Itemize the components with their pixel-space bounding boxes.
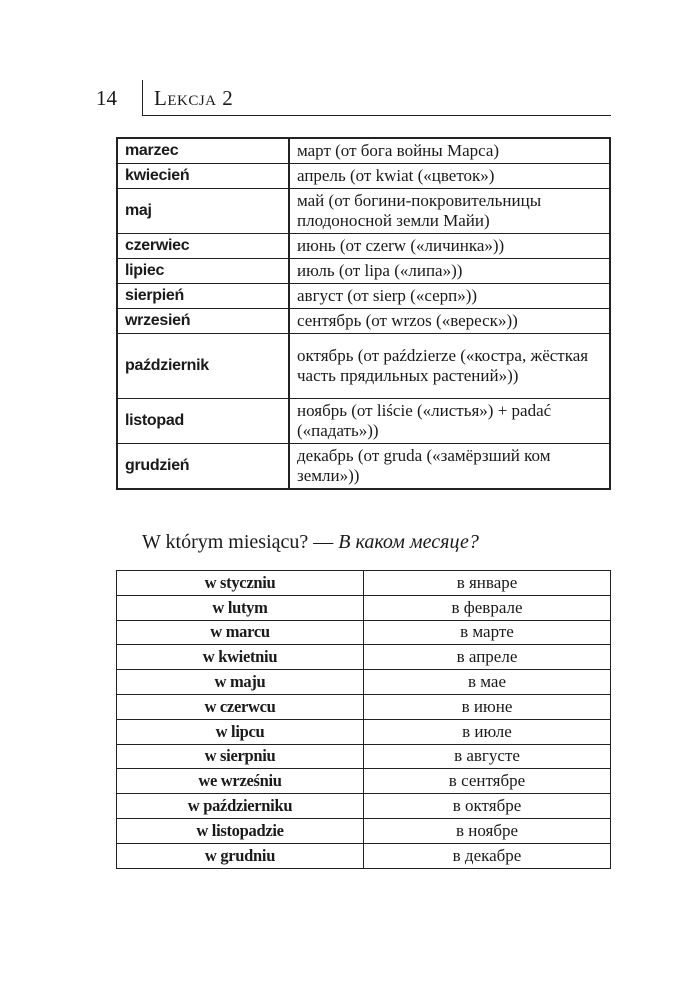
table-row [117, 670, 611, 695]
months-table [116, 137, 611, 490]
table-row [117, 259, 610, 284]
month-russian-cell: июнь (от czerw («личинка»)) [289, 234, 610, 259]
in-month-russian-cell: в июне [364, 694, 611, 719]
month-russian-cell: август (от sierp («серп»)) [289, 284, 610, 309]
table-row [117, 620, 611, 645]
header-rule [142, 115, 611, 116]
table-row [117, 164, 610, 189]
month-polish-cell: listopad [117, 399, 289, 444]
table-row [117, 189, 610, 234]
month-polish-cell: kwiecień [117, 164, 289, 189]
month-russian-cell: март (от бога войны Марса) [289, 138, 610, 164]
table-row [117, 399, 610, 444]
in-month-russian-cell: в июле [364, 719, 611, 744]
in-month-polish-cell: w maju [117, 670, 364, 695]
month-polish-cell: sierpień [117, 284, 289, 309]
month-polish-cell: wrzesień [117, 309, 289, 334]
month-polish-cell: czerwiec [117, 234, 289, 259]
table-row [117, 719, 611, 744]
question-heading [142, 530, 479, 554]
in-month-polish-cell: w lutym [117, 595, 364, 620]
in-month-russian-cell: в мае [364, 670, 611, 695]
in-month-polish-cell: w styczniu [117, 571, 364, 596]
in-month-table-body [117, 571, 611, 869]
in-month-russian-cell: в декабре [364, 843, 611, 868]
in-month-polish-cell: w czerwcu [117, 694, 364, 719]
table-row [117, 769, 611, 794]
table-row [117, 645, 611, 670]
in-month-russian-cell: в ноябре [364, 818, 611, 843]
in-month-polish-cell: w marcu [117, 620, 364, 645]
in-month-polish-cell: w kwietniu [117, 645, 364, 670]
month-polish-cell: marzec [117, 138, 289, 164]
month-polish-cell: grudzień [117, 444, 289, 490]
month-russian-cell: декабрь (от gruda («замёрзший ком земли»)) [289, 444, 610, 490]
in-month-polish-cell: w październiku [117, 794, 364, 819]
in-month-russian-cell: в январе [364, 571, 611, 596]
table-row [117, 309, 610, 334]
page-header [0, 80, 684, 120]
question-polish: W którym miesiącu? — [142, 531, 339, 553]
header-divider [142, 80, 143, 116]
month-russian-cell: сентябрь (от wrzos («вереск»)) [289, 309, 610, 334]
in-month-russian-cell: в августе [364, 744, 611, 769]
in-month-polish-cell: w lipcu [117, 719, 364, 744]
month-polish-cell: październik [117, 334, 289, 399]
in-month-table [116, 570, 611, 869]
in-month-polish-cell: we wrześniu [117, 769, 364, 794]
table-row [117, 843, 611, 868]
table-row [117, 284, 610, 309]
month-russian-cell: октябрь (от paździerze («костра, жёсткая часть прядильных растений»)) [289, 334, 610, 399]
table-row [117, 694, 611, 719]
month-polish-cell: maj [117, 189, 289, 234]
in-month-polish-cell: w grudniu [117, 843, 364, 868]
table-row [117, 444, 610, 490]
in-month-polish-cell: w listopadzie [117, 818, 364, 843]
month-russian-cell: май (от богини-покровительницы плодоносной земли Майи) [289, 189, 610, 234]
in-month-russian-cell: в феврале [364, 595, 611, 620]
table-row [117, 818, 611, 843]
month-russian-cell: июль (от lipa («липа»)) [289, 259, 610, 284]
in-month-russian-cell: в апреле [364, 645, 611, 670]
table-row [117, 138, 610, 164]
in-month-russian-cell: в октябре [364, 794, 611, 819]
in-month-polish-cell: w sierpniu [117, 744, 364, 769]
months-table-body [117, 138, 610, 489]
table-row [117, 794, 611, 819]
table-row [117, 334, 610, 399]
table-row [117, 595, 611, 620]
table-row [117, 744, 611, 769]
month-russian-cell: ноябрь (от liście («листья») + padać («падать»)) [289, 399, 610, 444]
chapter-title: Lekcja 2 [154, 86, 234, 110]
page-number: 14 [96, 86, 117, 110]
table-row [117, 234, 610, 259]
month-russian-cell: апрель (от kwiat («цветок») [289, 164, 610, 189]
in-month-russian-cell: в сентябре [364, 769, 611, 794]
question-russian: В каком месяце? [338, 531, 479, 553]
in-month-russian-cell: в марте [364, 620, 611, 645]
month-polish-cell: lipiec [117, 259, 289, 284]
table-row [117, 571, 611, 596]
